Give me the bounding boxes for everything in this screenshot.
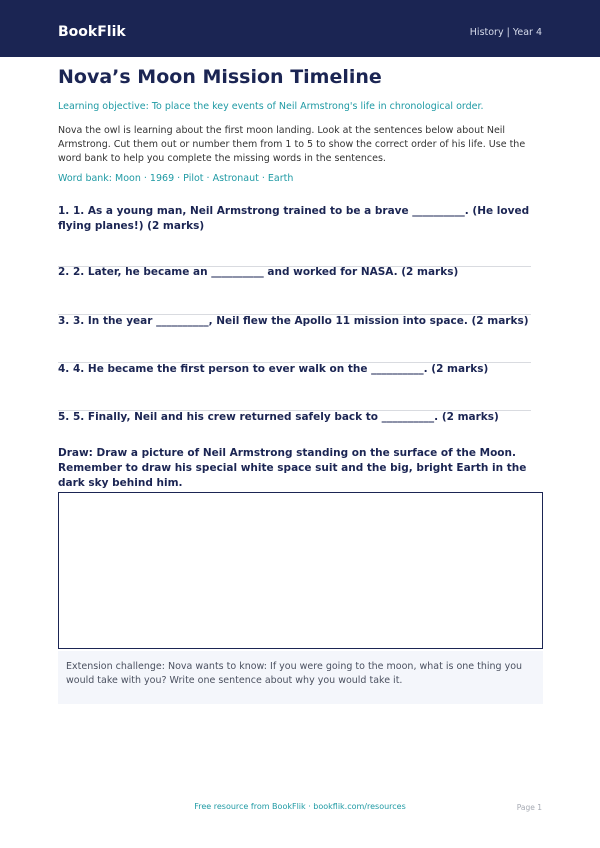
extension-challenge: [58, 651, 543, 704]
question-3: 3. 3. In the year __________, Neil flew the Apollo 11 mission into space. (2 marks): [58, 315, 529, 327]
worksheet-title: Nova’s Moon Mission Timeline: [58, 66, 382, 88]
page-number: Page 1: [516, 803, 542, 812]
instructions-paragraph: Nova the owl is learning about the first moon landing. Look at the sentences below about Neil Armstrong. Cut them out or number them from 1 to 5 to show the correct order of his life. Use the word bank to help you complete the missing words in the sentences.: [58, 125, 526, 164]
extension-text: Extension challenge: Nova wants to know: If you were going to the moon, what is one thing you would take with you? Write one sentence about why you would take it.: [66, 661, 523, 686]
question-5: 5. 5. Finally, Neil and his crew returned safely back to __________. (2 marks): [58, 411, 499, 423]
question-1: 1. 1. As a young man, Neil Armstrong trained to be a brave __________. (He loved flying planes!) (2 marks): [58, 205, 530, 232]
page-header: [0, 0, 600, 57]
subject-year-label: History | Year 4: [469, 27, 542, 38]
brand-logo[interactable]: BookFlik: [58, 24, 126, 40]
word-bank: Word bank: Moon · 1969 · Pilot · Astronaut · Earth: [58, 173, 294, 184]
drawing-box[interactable]: [58, 492, 543, 649]
question-4: 4. 4. He became the first person to ever walk on the __________. (2 marks): [58, 363, 489, 375]
question-2: 2. 2. Later, he became an __________ and worked for NASA. (2 marks): [58, 266, 459, 278]
drawing-task: Draw: Draw a picture of Neil Armstrong standing on the surface of the Moon. Remember to draw his special white space suit and the big, bright Earth in the dark sky behind him.: [58, 447, 527, 489]
footer-link[interactable]: Free resource from BookFlik · bookflik.com/resources: [194, 802, 406, 811]
learning-objective: Learning objective: To place the key events of Neil Armstrong's life in chronological order.: [58, 101, 484, 112]
